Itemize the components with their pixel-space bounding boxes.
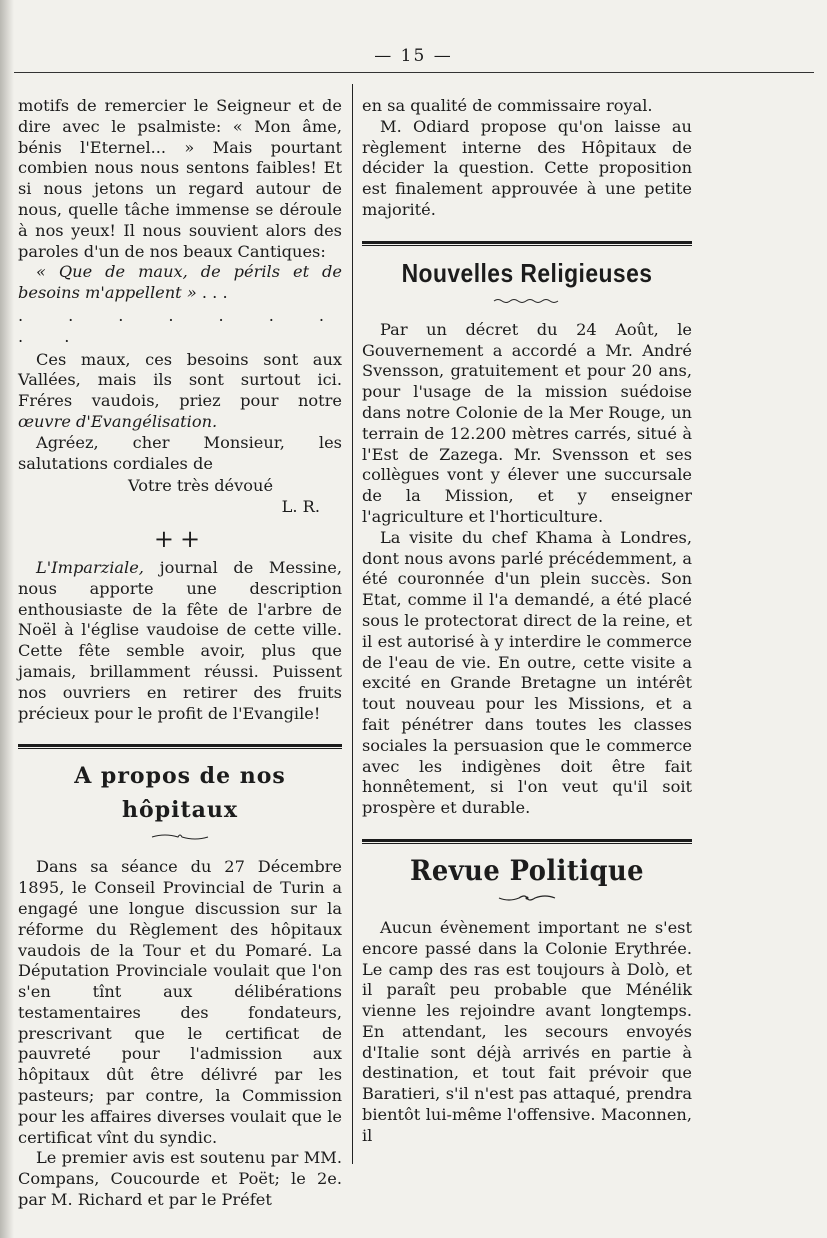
ornament-wave bbox=[362, 294, 692, 310]
ornament-flourish bbox=[18, 831, 342, 847]
column-divider bbox=[352, 84, 353, 1164]
svensson-paragraph: Par un décret du 24 Août, le Gouvernement a accordé a Mr. André Svensson, gratuitement et pour 20 ans, pour l'usage de la mission suédoise dans notre Colonie de la Mer Rouge, un terrain de 12.200 mètres carrés, situé à l'Est de Zazega. Mr. Svensson et ses collègues vont y élever une succursale de la Mission, et y enseigner l'agriculture et l'horticulture. bbox=[362, 319, 692, 526]
section-rule bbox=[18, 744, 342, 749]
section-title-nouvelles-religieuses: Nouvelles Religieuses bbox=[401, 257, 653, 288]
section-title-revue-politique: Revue Politique bbox=[409, 853, 644, 887]
letter-paragraph-1: motifs de remercier le Seigneur et de dire avec le psalmiste: « Mon âme, bénis l'Eternel... » Mais pourtant combien nous nous sentons faibles! Et si nous jetons un regard autour de nous, quelle tâche immense se déroule à nos yeux! Il nous souvient alors des paroles d'un de nos beaux Cantiques: bbox=[18, 96, 342, 261]
section-rule bbox=[362, 839, 692, 844]
hymn-quote-text: « Que de maux, de périls et de besoins m'appellent » bbox=[18, 262, 342, 303]
newspaper-name: L'Imparziale, bbox=[36, 557, 144, 577]
letter-paragraph-2 bbox=[18, 350, 342, 433]
section-title-hopitaux: A propos de nos hôpitaux bbox=[74, 763, 286, 824]
odiard-paragraph: M. Odiard propose qu'on laisse au règlement interne des Hôpitaux de décider la question. Cette proposition est finalement approuvée à une petite majorité. bbox=[362, 116, 692, 219]
page-edge-shadow bbox=[0, 0, 14, 1238]
hopitaux-continued: en sa qualité de commissaire royal. bbox=[362, 96, 653, 115]
page-number: — 15 — bbox=[374, 46, 453, 66]
hopitaux-paragraph-1: Dans sa séance du 27 Décembre 1895, le Conseil Provincial de Turin a engagé une longue discussion sur la réforme du Règlement des hôpitaux vaudois de la Tour et du Pomaré. La Députation Provinciale voulait que l'on s'en tînt aux délibérations testamentaires des fondateurs, prescrivant que le certificat de pauvreté pour l'admission aux hôpitaux dût être délivré par les pasteurs; par contre, la Commission pour les affaires diverses voulait que le certificat vînt du syndic. bbox=[18, 857, 342, 1147]
ornament-flourish-2 bbox=[362, 892, 692, 908]
header-rule bbox=[14, 72, 814, 73]
erythree-paragraph: Aucun évènement important ne s'est encore passé dans la Colonie Erythrée. Le camp des ras est toujours à Dolò, et il paraît peu probable que Ménélik vienne les rejoindre avant longtemps. En attendant, les secours envoyés d'Italie sont déjà arrivés en partie à destination, et tout fait prévoir que Baratieri, s'il n'est pas attaqué, prendra bientôt lui-même l'offensive. Maconnen, il bbox=[362, 917, 692, 1145]
letter-paragraph-2-italic: œuvre d'Evangélisation. bbox=[18, 411, 218, 431]
letter-closing: Votre très dévoué bbox=[128, 476, 274, 496]
right-column bbox=[362, 96, 692, 1147]
left-column bbox=[18, 96, 342, 1211]
letter-signature: L. R. bbox=[281, 497, 320, 517]
khama-paragraph: La visite du chef Khama à Londres, dont nous avons parlé précédemment, a été couronnée d'un plein succès. Son Etat, comme il l'a demandé, a été placé sous le protectorat direct de la reine, et il est autorisé à y interdire le commerce de l'eau de vie. En outre, cette visite a excité en Grande Bretagne un intérêt tout nouveau pour les Missions, et a fait pénétrer dans toutes les classes sociales la persuasion que le commerce avec les indigènes doit être fait honnêtement, si l'on veut qu'il soit prospère et durable. bbox=[362, 527, 692, 818]
hymn-quote bbox=[18, 262, 342, 304]
imparziale-paragraph-text: journal de Messine, nous apporte une description enthousiaste de la fête de l'arbre de Noël à l'église vaudoise de cette ville. Cette fête semble avoir, plus que jamais, brillamment réussi. Puissent nos ouvriers en retirer des fruits précieux pour le profit de l'Evangile! bbox=[18, 557, 342, 723]
hymn-quote-dots: . . . bbox=[201, 283, 228, 303]
ellipsis-line: . . . . . . . . . bbox=[18, 305, 342, 346]
imparziale-paragraph bbox=[18, 558, 342, 724]
section-separator-crosses: ++ bbox=[153, 524, 207, 553]
letter-paragraph-2-text: Ces maux, ces besoins sont aux Vallées, mais ils sont surtout ici. Fréres vaudois, priez pour notre bbox=[18, 349, 342, 411]
letter-greeting: Agréez, cher Monsieur, les salutations cordiales de bbox=[18, 432, 342, 473]
hopitaux-paragraph-2: Le premier avis est soutenu par MM. Compans, Coucourde et Poët; le 2e. par M. Richard et par le Préfet bbox=[18, 1148, 342, 1210]
section-rule bbox=[362, 241, 692, 246]
